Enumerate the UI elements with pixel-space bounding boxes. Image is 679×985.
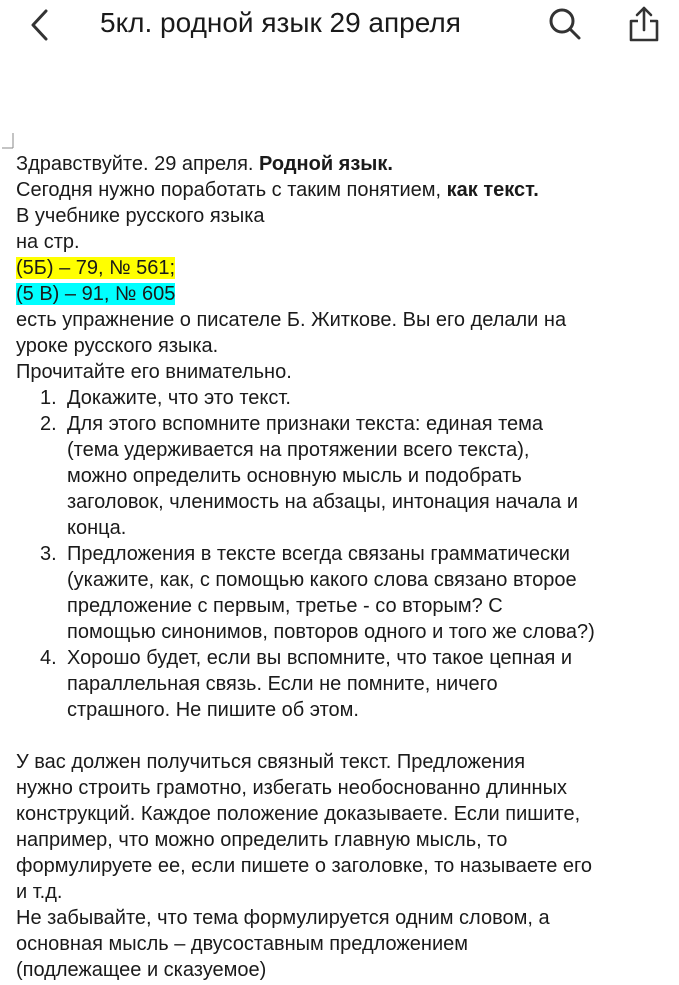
search-button[interactable] [543,4,587,44]
subject-bold: Родной язык. [259,153,393,175]
read-line: Прочитайте его внимательно. [16,361,292,383]
greeting-line [16,151,676,177]
list-item [16,411,676,541]
top-app-bar [0,0,679,48]
task-list [16,385,676,723]
list-line: помощью синонимов, повторов одного и того же слова?) [67,621,595,643]
paragraph-line: конструкций. Каждое положение доказываете. Если пишите, [16,803,581,825]
greeting-text: Здравствуйте. 29 апреля. [16,153,260,175]
list-item [16,385,676,411]
intro-line [16,177,676,203]
list-line: заголовок, членимость на абзацы, интонация начала и [67,491,579,513]
list-number: 1. [40,387,57,409]
list-line: можно определить основную мысль и подобрать [67,465,522,487]
list-line: конца. [67,517,127,539]
list-item [16,645,676,723]
list-line: Докажите, что это текст. [67,387,291,409]
list-number: 4. [40,647,57,669]
paragraph-line: Не забывайте, что тема формулируется одним словом, а [16,907,550,929]
class-5b-highlight: (5Б) – 79, № 561; [16,257,176,279]
share-button[interactable] [622,2,666,46]
document-title: 5кл. родной язык 29 апреля [100,7,461,38]
paragraph-line: основная мысль – двусоставным предложением [16,933,469,955]
list-line: (укажите, как, с помощью какого слова связано второе [67,569,577,591]
lesson-line: уроке русского языка. [16,335,219,357]
list-line: Для этого вспомните признаки текста: единая тема [67,413,544,435]
paragraph-line: (подлежащее и сказуемое) [16,959,267,981]
list-line: страшного. Не пишите об этом. [67,699,359,721]
document-body [16,151,676,983]
paragraph-line: например, что можно определить главную мысль, то [16,829,508,851]
paragraph-line: и т.д. [16,881,63,903]
list-number: 2. [40,413,57,435]
back-button[interactable] [18,5,62,45]
paragraph-gap [16,723,676,749]
list-line: параллельная связь. Если не помните, ничего [67,673,498,695]
class-5b-line [16,255,676,281]
topic-bold: как текст. [446,179,539,201]
class-5v-line [16,281,676,307]
paragraph-line: нужно строить грамотно, избегать необоснованно длинных [16,777,567,799]
list-line: Предложения в тексте всегда связаны грамматически [67,543,570,565]
list-number: 3. [40,543,57,565]
page-ref-line: на стр. [16,231,80,253]
page-margin-marker [0,0,20,160]
list-line: (тема удерживается на протяжении всего текста), [67,439,530,461]
textbook-line: В учебнике русского языка [16,205,265,227]
list-line: Хорошо будет, если вы вспомните, что такое цепная и [67,647,573,669]
search-icon [548,7,582,41]
class-5v-highlight: (5 В) – 91, № 605 [16,283,176,305]
intro-text: Сегодня нужно поработать с таким понятием, [16,179,447,201]
list-line: предложение с первым, третье - со вторым? С [67,595,503,617]
exercise-line: есть упражнение о писателе Б. Житкове. Вы его делали на [16,309,567,331]
share-icon [628,5,660,43]
paragraph-line: У вас должен получиться связный текст. Предложения [16,751,526,773]
list-item [16,541,676,645]
chevron-left-icon [29,8,51,42]
paragraph-line: формулируете ее, если пишете о заголовке, то называете его [16,855,592,877]
